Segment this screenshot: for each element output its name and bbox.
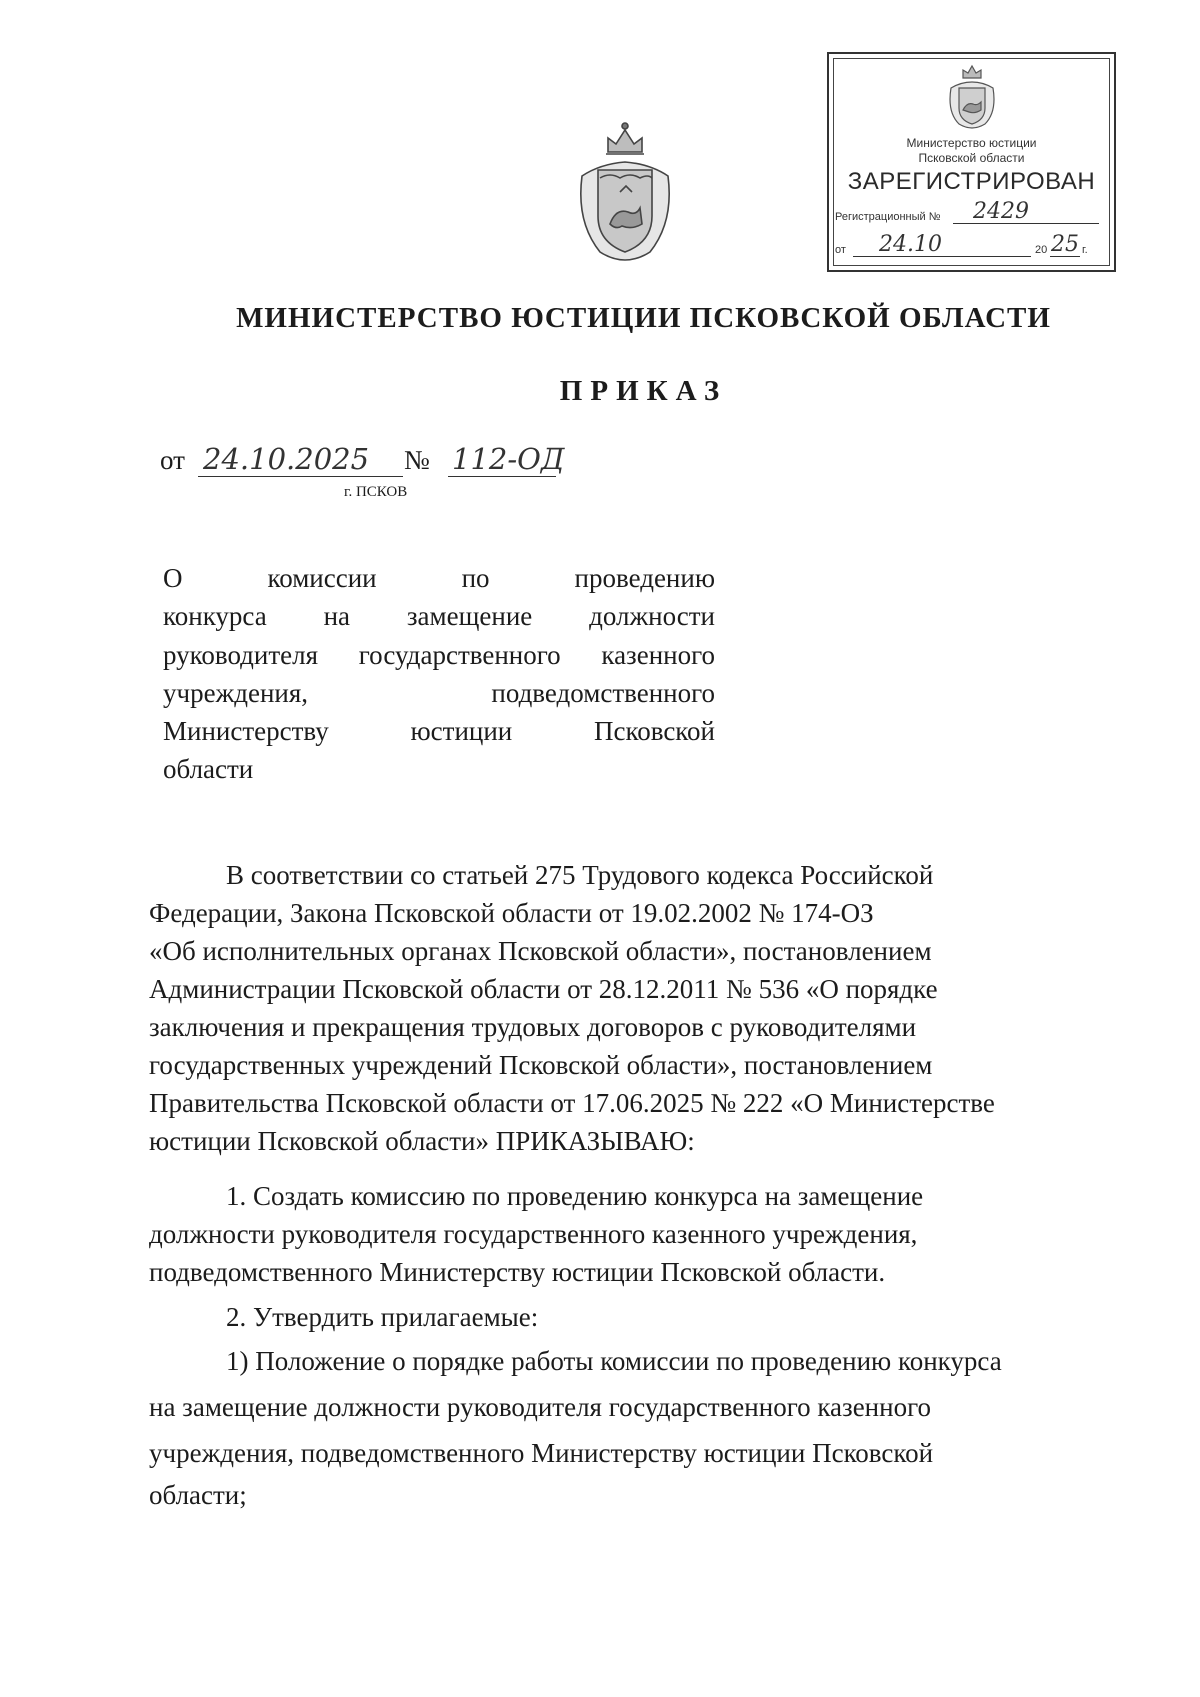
preamble-line: В соответствии со статьей 275 Трудового кодекса Российской — [226, 860, 934, 890]
subject-line: конкурса на замещение должности — [163, 601, 715, 631]
stamp-org-line2: Псковской области — [918, 151, 1025, 165]
order-date-prefix: от — [160, 445, 185, 475]
order-date-underline — [198, 476, 403, 477]
order-city: г. ПСКОВ — [344, 484, 408, 500]
registration-stamp — [827, 52, 1116, 272]
item2-line: 2. Утвердить прилагаемые: — [226, 1302, 539, 1332]
stamp-date-prefix: от — [835, 244, 846, 256]
subject-line: области — [163, 754, 254, 784]
item2-1-line: области; — [149, 1480, 247, 1510]
subject-line: Министерству юстиции Псковской — [163, 716, 715, 746]
subject-line: руководителя государственного казенного — [163, 640, 715, 670]
stamp-emblem-icon — [945, 60, 999, 132]
item2-1-line: учреждения, подведомственного Министерству юстиции Псковской — [149, 1438, 934, 1468]
stamp-year-suffix: г. — [1082, 244, 1088, 256]
preamble-line: Федерации, Закона Псковской области от 19.02.2002 № 174-ОЗ — [149, 898, 874, 928]
stamp-date-row — [835, 232, 1108, 259]
item1-line: должности руководителя государственного казенного учреждения, — [149, 1219, 918, 1249]
stamp-year: 25 — [1051, 232, 1079, 257]
preamble-line: заключения и прекращения трудовых договоров с руководителями — [149, 1012, 917, 1042]
stamp-reg-number: 2429 — [973, 199, 1029, 224]
subject-line: учреждения, подведомственного — [163, 678, 715, 708]
stamp-reg-number-row — [835, 199, 1108, 226]
stamp-status: ЗАРЕГИСТРИРОВАН — [847, 168, 1096, 195]
order-number-sign: № — [404, 445, 430, 475]
order-number: 112-ОД — [452, 442, 565, 476]
preamble-line: Правительства Псковской области от 17.06.2025 № 222 «О Министерстве — [149, 1088, 995, 1118]
stamp-org-line1: Министерство юстиции — [906, 136, 1037, 150]
preamble-line: государственных учреждений Псковской области», постановлением — [149, 1050, 933, 1080]
preamble-line: «Об исполнительных органах Псковской области», постановлением — [149, 936, 932, 966]
item1-line: подведомственного Министерству юстиции Псковской области. — [149, 1257, 886, 1287]
order-number-underline — [448, 476, 556, 477]
item1-line: 1. Создать комиссию по проведению конкурса на замещение — [226, 1181, 924, 1211]
preamble-line: Администрации Псковской области от 28.12.2011 № 536 «О порядке — [149, 974, 938, 1004]
item2-1-line: 1) Положение о порядке работы комиссии по проведению конкурса — [226, 1346, 1002, 1376]
preamble-line: юстиции Псковской области» ПРИКАЗЫВАЮ: — [149, 1126, 695, 1156]
item2-1-line: на замещение должности руководителя государственного казенного — [149, 1392, 931, 1422]
order-date: 24.10.2025 — [203, 442, 370, 476]
coat-of-arms-icon — [570, 112, 680, 272]
subject-line: О комиссии по проведению — [163, 563, 715, 593]
stamp-year-prefix: 20 — [1035, 244, 1048, 256]
document-title: ПРИКАЗ — [559, 375, 728, 407]
stamp-date: 24.10 — [879, 232, 942, 257]
stamp-reg-label: Регистрационный № — [835, 211, 941, 223]
ministry-heading: МИНИСТЕРСТВО ЮСТИЦИИ ПСКОВСКОЙ ОБЛАСТИ — [236, 302, 1051, 334]
